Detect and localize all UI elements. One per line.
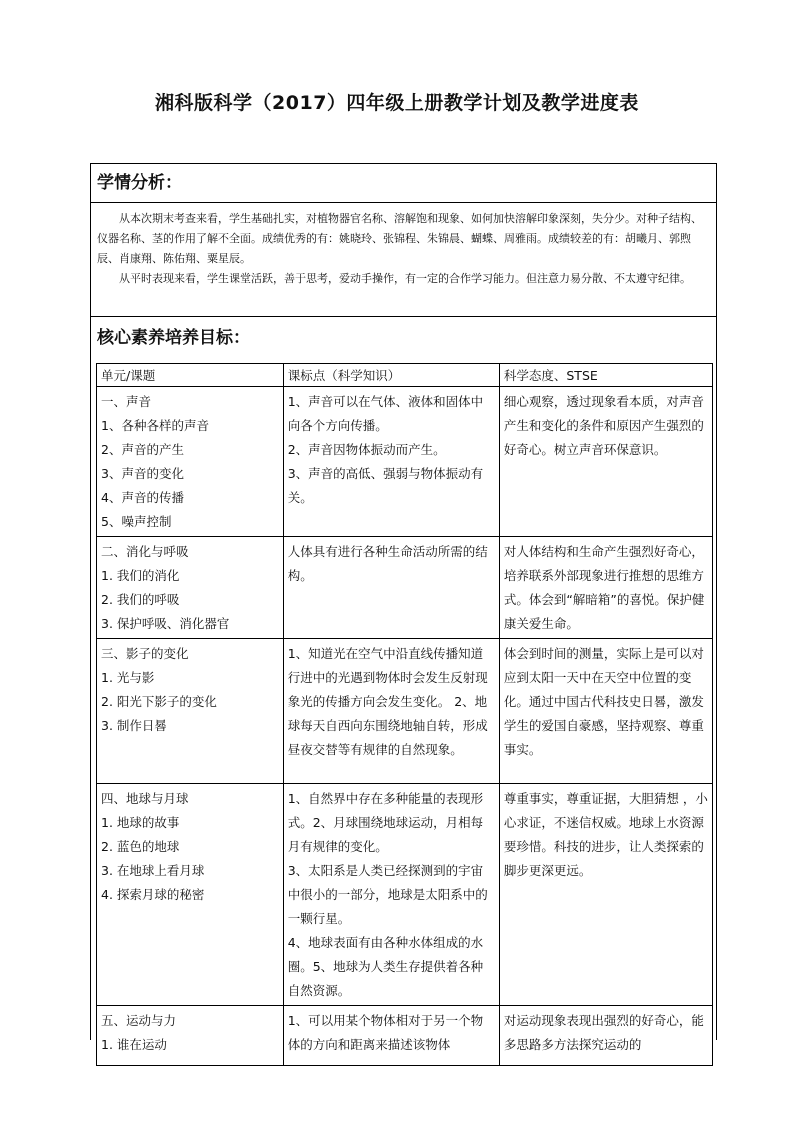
lesson-item: 2. 阳光下影子的变化: [101, 694, 217, 709]
units-table: [96, 363, 713, 1066]
column-header-knowledge: 课标点（科学知识）: [283, 364, 499, 387]
core-heading: 核心素养培养目标：: [97, 328, 250, 348]
attitude-cell: [499, 537, 712, 639]
unit-title: 三、影子的变化: [101, 646, 189, 661]
knowledge-cell: [283, 1006, 499, 1066]
lesson-item: 1. 地球的故事: [101, 815, 180, 830]
lesson-item: 3、声音的变化: [101, 466, 184, 481]
lesson-item: 1. 光与影: [101, 670, 155, 685]
unit-cell: [97, 387, 284, 537]
knowledge-cell: [283, 537, 499, 639]
table-row: [97, 387, 713, 537]
unit-title: 一、声音: [101, 394, 152, 409]
knowledge-cell: [283, 387, 499, 537]
table-row: [97, 1006, 713, 1066]
table-row: [97, 639, 713, 784]
lesson-item: 3. 制作日晷: [101, 718, 167, 733]
analysis-text: [91, 203, 716, 317]
unit-cell: [97, 639, 284, 784]
attitude-text: 体会到时间的测量，实际上是可以对应到太阳一天中在天空中位置的变化。通过中国古代科技史日晷，激发学生的爱国自豪感，坚持观察、尊重事实。: [503, 646, 704, 757]
lesson-item: 1、各种各样的声音: [101, 418, 209, 433]
analysis-heading: 学情分析：: [91, 164, 716, 203]
table-row: [97, 784, 713, 1006]
knowledge-point: 1、声音可以在气体、液体和固体中向各个方向传播。: [287, 394, 484, 433]
knowledge-point: 人体具有进行各种生命活动所需的结构。: [287, 544, 488, 583]
lesson-item: 5、噪声控制: [101, 514, 172, 529]
knowledge-cell: [283, 784, 499, 1006]
unit-title: 四、地球与月球: [101, 791, 189, 806]
knowledge-point: 4、地球表面有由各种水体组成的水圈。5、地球为人类生存提供着各种自然资源。: [287, 935, 484, 998]
knowledge-point: 3、声音的高低、强弱与物体振动有关。: [287, 466, 484, 505]
attitude-cell: [499, 639, 712, 784]
lesson-item: 2. 我们的呼吸: [101, 592, 180, 607]
column-header-unit: 单元/课题: [97, 364, 284, 387]
plan-table: [90, 163, 717, 1052]
attitude-text: 尊重事实，尊重证据，大胆猜想 ，小心求证，不迷信权威。地球上水资源要珍惜。科技的进步，让人类探索的脚步更深更远。: [503, 791, 708, 878]
lesson-item: 4、声音的传播: [101, 490, 184, 505]
table-header-row: [97, 364, 713, 387]
knowledge-point: 1、自然界中存在多种能量的表现形式。2、月球围绕地球运动，月相每月有规律的变化。: [287, 791, 484, 854]
unit-cell: [97, 784, 284, 1006]
attitude-cell: [499, 1006, 712, 1066]
analysis-paragraph: 从平时表现来看，学生课堂活跃，善于思考，爱动手操作，有一定的合作学习能力。但注意力易分散、不太遵守纪律。: [119, 272, 691, 285]
unit-cell: [97, 1006, 284, 1066]
lesson-item: 2、声音的产生: [101, 442, 184, 457]
knowledge-point: 2、声音因物体振动而产生。: [287, 442, 446, 457]
lesson-item: 1. 我们的消化: [101, 568, 180, 583]
unit-title: 五、运动与力: [101, 1013, 177, 1028]
knowledge-point: 3、太阳系是人类已经探测到的宇宙中很小的一部分，地球是太阳系中的一颗行星。: [287, 863, 488, 926]
attitude-cell: [499, 387, 712, 537]
attitude-cell: [499, 784, 712, 1006]
page-title: 湘科版科学（2017）四年级上册教学计划及教学进度表: [155, 92, 639, 114]
lesson-item: 1. 谁在运动: [101, 1037, 167, 1052]
lesson-item: 3. 在地球上看月球: [101, 863, 205, 878]
table-row: [97, 537, 713, 639]
lesson-item: 4. 探索月球的秘密: [101, 887, 205, 902]
knowledge-cell: [283, 639, 499, 784]
column-header-attitude: 科学态度、STSE: [499, 364, 712, 387]
attitude-text: 对人体结构和生命产生强烈好奇心，培养联系外部现象进行推想的思维方式。体会到“解暗箱”的喜悦。保护健康关爱生命。: [503, 544, 705, 631]
analysis-paragraph: 从本次期末考查来看，学生基础扎实，对植物器官名称、溶解饱和现象、如何加快溶解印象深刻，失分少。对种子结构、仪器名称、茎的作用了解不全面。成绩优秀的有：姚晓玲、张锦程、朱锦晨、蝴蝶、周雅雨。成绩较差的有：胡曦月、郭煦辰、肖康翔、陈佑翔、粟星辰。: [97, 212, 702, 265]
knowledge-point: 1、可以用某个物体相对于另一个物体的方向和距离来描述该物体: [287, 1013, 484, 1052]
attitude-text: 对运动现象表现出强烈的好奇心，能多思路多方法探究运动的: [503, 1013, 704, 1052]
attitude-text: 细心观察，透过现象看本质，对声音产生和变化的条件和原因产生强烈的好奇心。树立声音环保意识。: [503, 394, 704, 457]
lesson-item: 3. 保护呼吸、消化器官: [101, 616, 230, 631]
unit-title: 二、消化与呼吸: [101, 544, 189, 559]
unit-cell: [97, 537, 284, 639]
knowledge-point: 1、知道光在空气中沿直线传播知道行进中的光遇到物体时会发生反射现象光的传播方向会发生变化。 2、地球每天自西向东围绕地轴自转，形成昼夜交替等有规律的自然现象。: [287, 646, 488, 757]
lesson-item: 2. 蓝色的地球: [101, 839, 180, 854]
